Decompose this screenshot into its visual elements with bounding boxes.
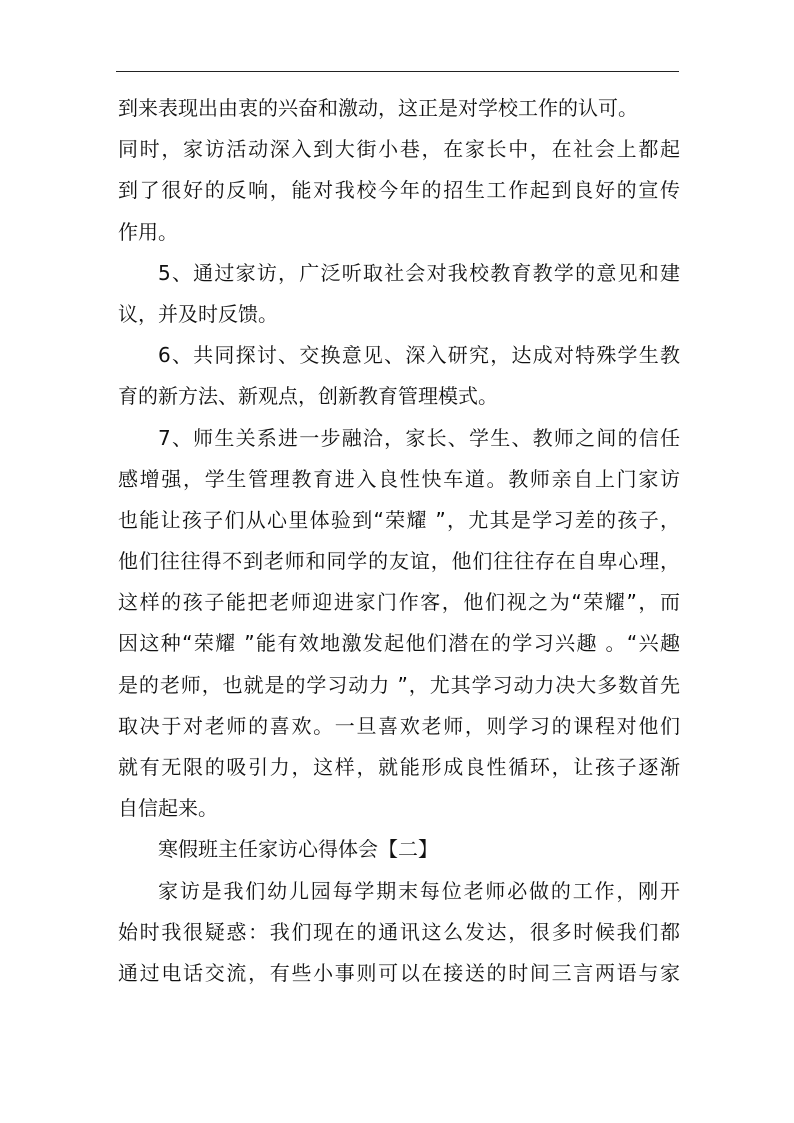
header-rule [116, 71, 679, 72]
text-line: 育的新方法、新观点，创新教育管理模式。 [118, 384, 498, 409]
text-line: 自信起来。 [118, 796, 218, 821]
text-line: 寒假班主任家访心得体会【二】 [158, 837, 438, 862]
text-line: 6、共同探讨、交换意见、深入研究，达成对特殊学生教 [158, 343, 680, 368]
text-line: 就有无限的吸引力，这样，就能形成良性循环，让孩子逐渐 [118, 755, 680, 779]
text-line: 始时我很疑惑：我们现在的通讯这么发达，很多时候我们都 [118, 919, 680, 944]
text-line: 到了很好的反响，能对我校今年的招生工作起到良好的宣传 [118, 178, 680, 203]
text-line: 通过电话交流，有些小事则可以在接送的时间三言两语与家 [118, 960, 680, 985]
text-line: 因这种“荣耀 ”能有效地激发起他们潜在的学习兴趣 。“兴趣 [118, 631, 680, 656]
text-line: 家访是我们幼儿园每学期末每位老师必做的工作，刚开 [158, 878, 680, 903]
text-line: 感增强，学生管理教育进入良性快车道。教师亲自上门家访 [118, 466, 680, 491]
text-line: 这样的孩子能把老师迎进家门作客，他们视之为“荣耀”，而 [118, 590, 680, 615]
text-line: 同时，家访活动深入到大街小巷，在家长中，在社会上都起 [118, 137, 680, 162]
text-line: 7、师生关系进一步融洽，家长、学生、教师之间的信任 [158, 425, 680, 450]
text-line: 是的老师，也就是的学习动力 ”，尤其学习动力决大多数首先 [118, 672, 680, 697]
document-body [118, 88, 680, 994]
text-line: 也能让孩子们从心里体验到“荣耀 ”，尤其是学习差的孩子， [118, 507, 680, 532]
text-line: 作用。 [118, 219, 178, 244]
text-line: 议，并及时反馈。 [118, 301, 278, 326]
text-line: 到来表现出由衷的兴奋和激动，这正是对学校工作的认可。 [118, 96, 638, 120]
text-line: 他们往往得不到老师和同学的友谊，他们往往存在自卑心理， [118, 549, 680, 574]
text-line: 取决于对老师的喜欢。一旦喜欢老师，则学习的课程对他们 [118, 713, 680, 738]
text-line: 5、通过家访，广泛听取社会对我校教育教学的意见和建 [158, 260, 680, 285]
